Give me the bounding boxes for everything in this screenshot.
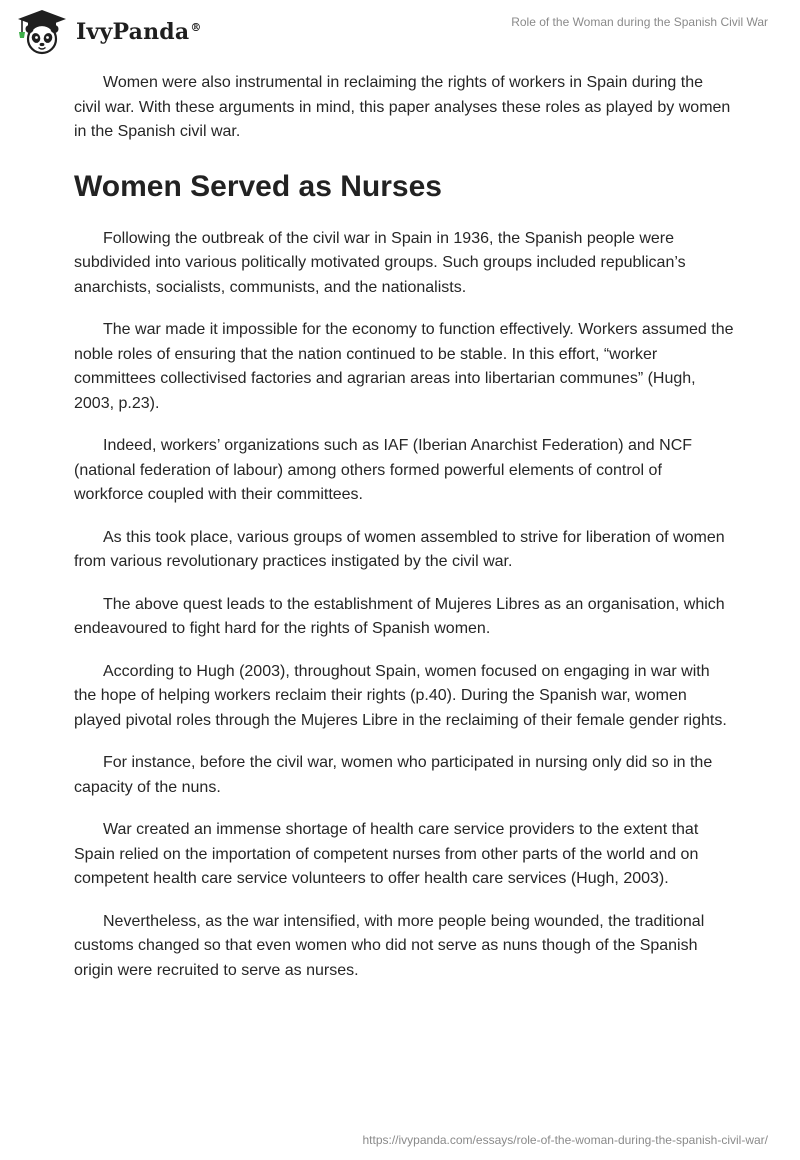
section-heading: Women Served as Nurses bbox=[74, 169, 442, 203]
panda-graduate-icon bbox=[14, 8, 70, 56]
paragraph-6: According to Hugh (2003), throughout Spain, women focused on engaging in war with the hope of helping workers reclaim their rights (p.40). During the Spanish war, women played pivotal roles through the Mujeres Libre in the reclaiming of their female gender rights. bbox=[74, 662, 727, 729]
source-url-link[interactable]: https://ivypanda.com/essays/role-of-the-woman-during-the-spanish-civil-war/ bbox=[362, 1133, 768, 1147]
paragraph-4: As this took place, various groups of women assembled to strive for liberation of women from various revolutionary practices instigated by the civil war. bbox=[74, 528, 725, 570]
logo-wordmark: IvyPanda® bbox=[76, 19, 202, 45]
paragraph-5: The above quest leads to the establishment of Mujeres Libres as an organisation, which endeavoured to fight hard for the rights of Spanish women. bbox=[74, 595, 725, 637]
paragraph-9: Nevertheless, as the war intensified, with more people being wounded, the traditional customs changed so that even women who did not serve as nuns though of the Spanish origin were recruited to serve as nurses. bbox=[74, 912, 705, 979]
paragraph-8: War created an immense shortage of health care service providers to the extent that Spain relied on the importation of competent nurses from other parts of the world and on competent health care service volunteers to offer health care services (Hugh, 2003). bbox=[74, 821, 699, 887]
document-title: Role of the Woman during the Spanish Civil War bbox=[511, 15, 768, 29]
essay-content bbox=[74, 71, 734, 1001]
paragraph-1: Following the outbreak of the civil war in Spain in 1936, the Spanish people were subdivided into various politically motivated groups. Such groups included republican’s anarchists, socialists, communists, and the nationalists. bbox=[74, 229, 686, 296]
page-header bbox=[0, 0, 800, 62]
paragraph-2: The war made it impossible for the economy to function effectively. Workers assumed the noble roles of ensuring that the nation continued to be stable. In this effort, “worker committees collectivised factories and agrarian areas into libertarian communes” (Hugh, 2003, p.23). bbox=[74, 321, 734, 412]
paragraph-3: Indeed, workers’ organizations such as IAF (Iberian Anarchist Federation) and NCF (national federation of labour) among others formed powerful elements of control of workforce coupled with their committees. bbox=[74, 437, 693, 503]
intro-paragraph: Women were also instrumental in reclaiming the rights of workers in Spain during the civil war. With these arguments in mind, this paper analyses these roles as played by women in the Spanish civil war. bbox=[74, 74, 731, 140]
paragraph-7: For instance, before the civil war, women who participated in nursing only did so in the capacity of the nuns. bbox=[74, 754, 713, 796]
ivypanda-logo[interactable] bbox=[14, 8, 202, 56]
